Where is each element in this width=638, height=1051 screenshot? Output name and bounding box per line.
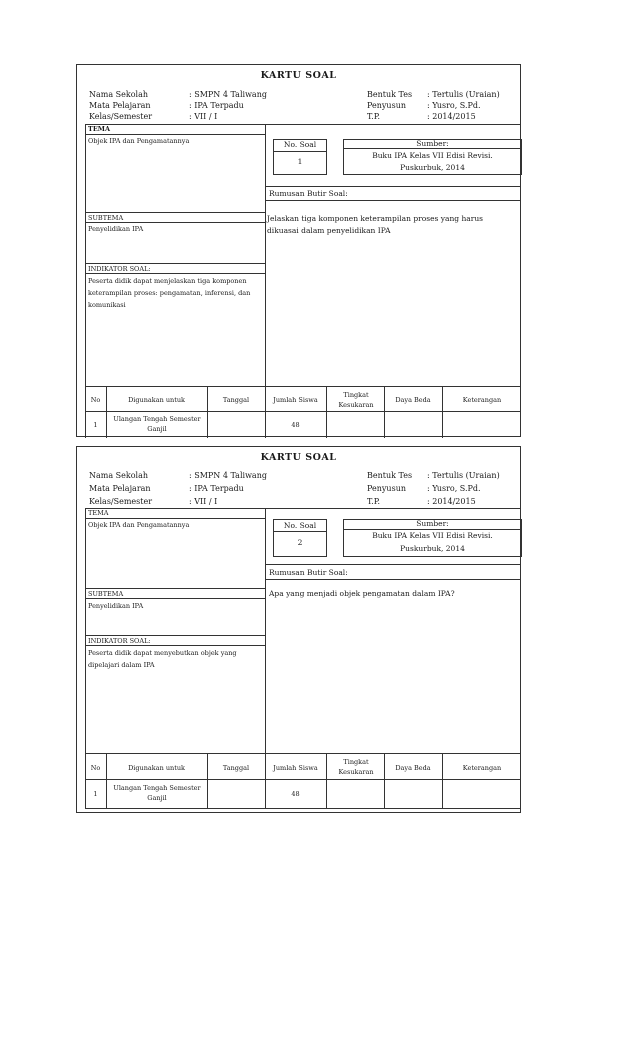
table-cell-jumlah: 48 bbox=[291, 421, 300, 429]
header-value: : 2014/2015 bbox=[427, 112, 476, 121]
header-label: T.P. bbox=[367, 497, 381, 506]
table-header-tingkat: Tingkat Kesukaran bbox=[338, 391, 374, 409]
header-right bbox=[367, 469, 517, 508]
header-value: : VII / I bbox=[189, 497, 218, 506]
sumber-value-line1: Buku IPA Kelas VII Edisi Revisi. bbox=[372, 531, 493, 540]
subtema-value: Penyelidikan IPA bbox=[88, 602, 144, 610]
header-left bbox=[89, 469, 349, 508]
rumusan-label: Rumusan Butir Soal: bbox=[269, 568, 348, 577]
indikator-value: Peserta didik dapat menjelaskan tiga komponen keterampilan proses: pengamatan, inferensi, dan komunikasi bbox=[88, 277, 251, 309]
header-label: Kelas/Semester bbox=[89, 497, 153, 506]
sumber-value-line1: Buku IPA Kelas VII Edisi Revisi. bbox=[372, 151, 493, 160]
header-label: Kelas/Semester bbox=[89, 112, 153, 121]
table-header-jumlah: Jumlah Siswa bbox=[273, 396, 318, 404]
table-header-digunakan: Digunakan untuk bbox=[128, 764, 185, 772]
header-label: Bentuk Tes bbox=[367, 471, 413, 480]
header-value: : SMPN 4 Taliwang bbox=[189, 471, 267, 480]
table-header-daya-beda: Daya Beda bbox=[395, 396, 431, 404]
table-header-jumlah: Jumlah Siswa bbox=[273, 764, 318, 772]
no-soal-value: 1 bbox=[297, 157, 303, 166]
table-header-keterangan: Keterangan bbox=[462, 396, 502, 404]
table-header-no: No bbox=[90, 396, 101, 404]
header-value: : SMPN 4 Taliwang bbox=[189, 90, 267, 99]
header-value: : Yusro, S.Pd. bbox=[427, 101, 481, 110]
table-header-tanggal: Tanggal bbox=[222, 764, 250, 772]
tema-value: Objek IPA dan Pengamatannya bbox=[88, 521, 190, 529]
header-label: Nama Sekolah bbox=[89, 471, 149, 480]
table-cell-jumlah: 48 bbox=[291, 790, 300, 798]
header-label: Bentuk Tes bbox=[367, 90, 413, 99]
header-label: T.P. bbox=[367, 112, 381, 121]
tema-value: Objek IPA dan Pengamatannya bbox=[88, 137, 190, 145]
sumber-value-line2: Puskurbuk, 2014 bbox=[400, 163, 465, 172]
card-title: KARTU SOAL bbox=[260, 452, 337, 463]
card-title: KARTU SOAL bbox=[260, 70, 337, 81]
header-right bbox=[367, 89, 517, 122]
header-value: : Yusro, S.Pd. bbox=[427, 484, 481, 493]
table-header-no: No bbox=[90, 764, 101, 772]
sumber-value-line2: Puskurbuk, 2014 bbox=[400, 544, 465, 553]
table-header-digunakan: Digunakan untuk bbox=[128, 396, 185, 404]
header-label: Mata Pelajaran bbox=[89, 101, 151, 110]
table-header-tanggal: Tanggal bbox=[222, 396, 250, 404]
header-label: Penyusun bbox=[367, 484, 406, 493]
indikator-label: INDIKATOR SOAL: bbox=[88, 637, 151, 645]
question-card-1 bbox=[76, 64, 521, 437]
header-left bbox=[89, 89, 349, 122]
header-value: : Tertulis (Uraian) bbox=[427, 471, 500, 480]
no-soal-label: No. Soal bbox=[283, 140, 317, 149]
tema-label: TEMA bbox=[88, 509, 109, 517]
rumusan-value: Jelaskan tiga komponen keterampilan proses yang harus dikuasai dalam penyelidikan IPA bbox=[267, 214, 484, 235]
subtema-value: Penyelidikan IPA bbox=[88, 225, 144, 233]
subtema-label: SUBTEMA bbox=[88, 590, 124, 598]
header-value: : Tertulis (Uraian) bbox=[427, 90, 500, 99]
indikator-label: INDIKATOR SOAL: bbox=[88, 265, 151, 273]
table-header-daya-beda: Daya Beda bbox=[395, 764, 431, 772]
header-value: : VII / I bbox=[189, 112, 218, 121]
table-cell-digunakan: Ulangan Tengah Semester Ganjil bbox=[113, 415, 201, 433]
sumber-label: Sumber: bbox=[416, 139, 449, 148]
sumber-label: Sumber: bbox=[416, 519, 449, 528]
no-soal-label: No. Soal bbox=[283, 521, 317, 530]
table-cell-no: 1 bbox=[93, 790, 98, 798]
table-cell-digunakan: Ulangan Tengah Semester Ganjil bbox=[113, 784, 201, 802]
indikator-value: Peserta didik dapat menyebutkan objek yang dipelajari dalam IPA bbox=[88, 649, 237, 669]
header-value: : 2014/2015 bbox=[427, 497, 476, 506]
no-soal-value: 2 bbox=[297, 538, 303, 547]
table-header-tingkat: Tingkat Kesukaran bbox=[338, 758, 374, 776]
table-header-keterangan: Keterangan bbox=[462, 764, 502, 772]
table-cell-no: 1 bbox=[93, 421, 98, 429]
rumusan-value: Apa yang menjadi objek pengamatan dalam IPA? bbox=[269, 589, 455, 598]
header-value: : IPA Terpadu bbox=[189, 484, 244, 493]
tema-label: TEMA bbox=[88, 125, 111, 133]
header-label: Penyusun bbox=[367, 101, 406, 110]
rumusan-label: Rumusan Butir Soal: bbox=[269, 189, 348, 198]
question-card-2 bbox=[76, 446, 521, 813]
subtema-label: SUBTEMA bbox=[88, 214, 124, 222]
header-value: : IPA Terpadu bbox=[189, 101, 244, 110]
header-label: Mata Pelajaran bbox=[89, 484, 151, 493]
header-label: Nama Sekolah bbox=[89, 90, 149, 99]
